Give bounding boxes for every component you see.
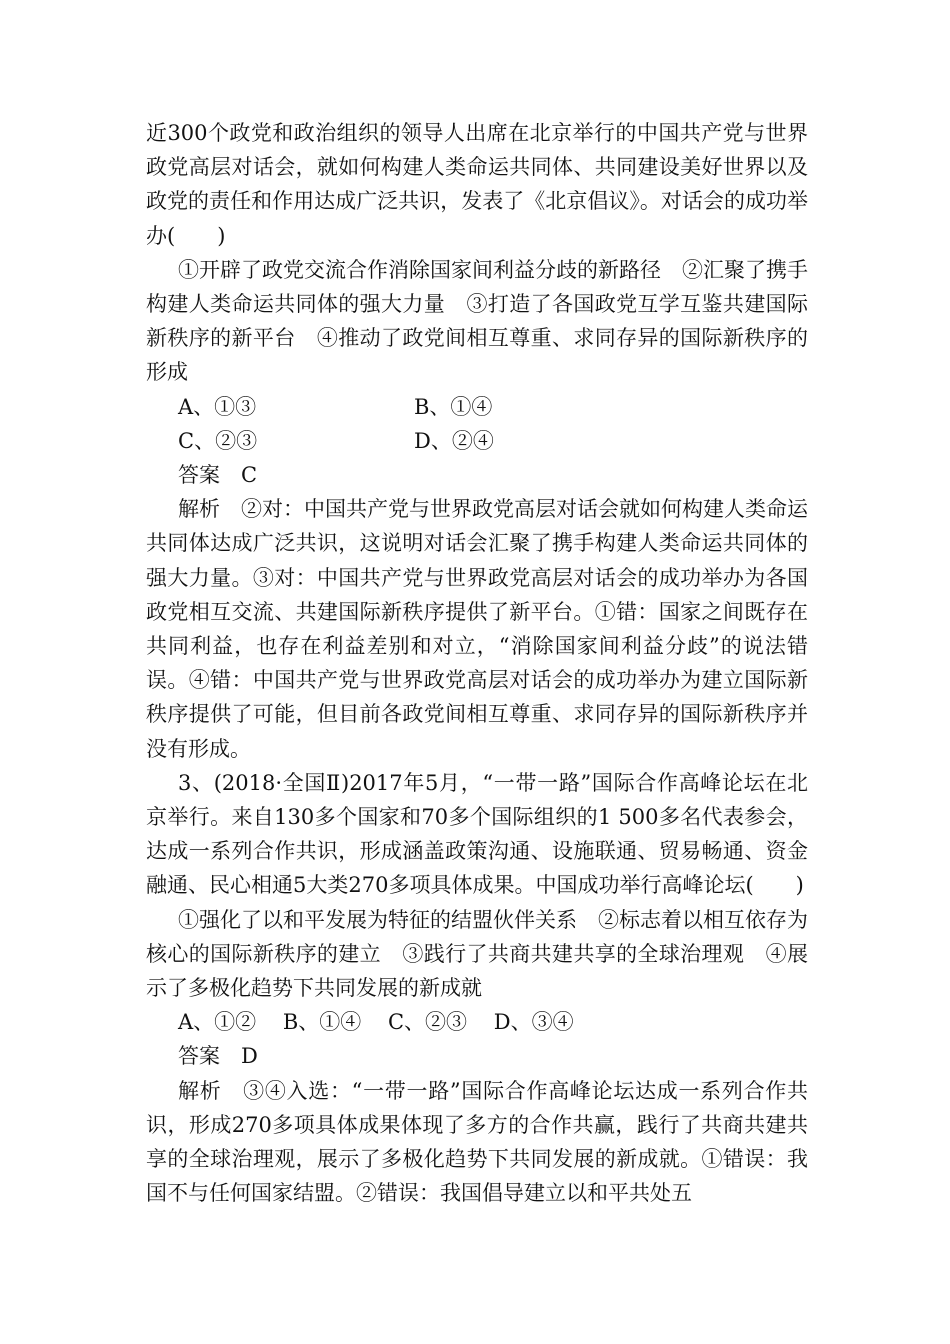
question-3-statements: ①强化了以和平发展为特征的结盟伙伴关系 ②标志着以相互依存为核心的国际新秩序的建立 ③践行了共商共建共享的全球治理观 ④展示了多极化趋势下共同发展的新成就 bbox=[146, 907, 808, 1001]
option-c: C、②③ bbox=[178, 428, 258, 453]
document-body bbox=[146, 116, 808, 1211]
option-d: D、②④ bbox=[414, 428, 494, 453]
question-2-answer: 答案 C bbox=[178, 463, 258, 488]
question-3-options bbox=[146, 1005, 808, 1039]
question-2-statements: ①开辟了政党交流合作消除国家间利益分歧的新路径 ②汇聚了携手构建人类命运共同体的强大力量 ③打造了各国政党互学互鉴共建国际新秩序的新平台 ④推动了政党间相互尊重、求同存异的国际新秩序的形成 bbox=[146, 257, 808, 385]
option-b: B、①④ bbox=[282, 1010, 362, 1035]
option-c: C、②③ bbox=[387, 1010, 468, 1035]
option-a: A、①② bbox=[178, 1010, 257, 1035]
question-3-stem: 3、(2018·全国Ⅱ)2017年5月，“一带一路”国际合作高峰论坛在北京举行。来自130多个国家和70多个国际组织的1 500多名代表参会，达成一系列合作共识，形成涵盖政策沟通、设施联通、贸易畅通、资金融通、民心相通5大类270多项具体成果。中国成功举行高峰论坛( ) bbox=[146, 770, 808, 898]
question-2-analysis: 解析 ②对：中国共产党与世界政党高层对话会就如何构建人类命运共同体达成广泛共识，这说明对话会汇聚了携手构建人类命运共同体的强大力量。③对：中国共产党与世界政党高层对话会的成功举办为各国政党相互交流、共建国际新秩序提供了新平台。①错：国家之间既存在共同利益，也存在利益差别和对立，“消除国家间利益分歧”的说法错误。④错：中国共产党与世界政党高层对话会的成功举办为建立国际新秩序提供了可能，但目前各政党间相互尊重、求同存异的国际新秩序并没有形成。 bbox=[146, 497, 808, 761]
question-3-analysis: 解析 ③④入选：“一带一路”国际合作高峰论坛达成一系列合作共识，形成270多项具体成果体现了多方的合作共赢，践行了共商共建共享的全球治理观，展示了多极化趋势下共同发展的新成就。①错误：我国不与任何国家结盟。②错误：我国倡导建立以和平共处五 bbox=[146, 1078, 808, 1206]
question-3-answer: 答案 D bbox=[178, 1044, 258, 1069]
question-2-stem: 近300个政党和政治组织的领导人出席在北京举行的中国共产党与世界政党高层对话会，就如何构建人类命运共同体、共同建设美好世界以及政党的责任和作用达成广泛共识，发表了《北京倡议》。对话会的成功举办( ) bbox=[146, 121, 808, 248]
option-d: D、③④ bbox=[493, 1010, 574, 1035]
option-a: A、①③ bbox=[178, 394, 257, 419]
question-2-options-row-1 bbox=[146, 390, 808, 424]
question-2-options-row-2 bbox=[146, 424, 808, 458]
option-b: B、①④ bbox=[414, 394, 493, 419]
